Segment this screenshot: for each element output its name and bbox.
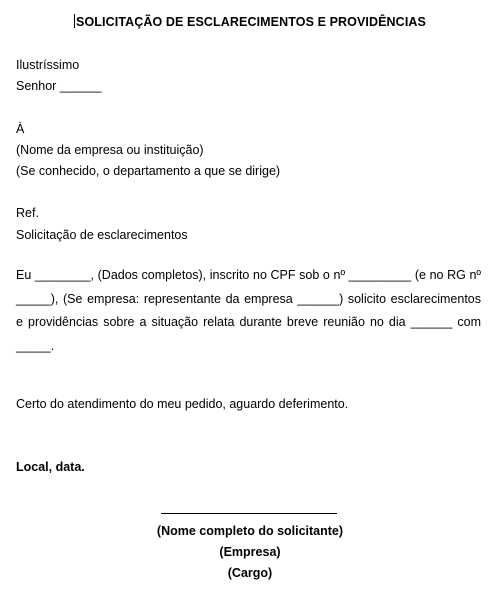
signatory-role: (Cargo) [227,566,273,580]
place-date: Local, data. [16,460,85,474]
text-cursor [74,14,75,28]
document-title [0,14,500,29]
closing-line: Certo do atendimento do meu pedido, aguardo deferimento. [16,397,349,411]
body-paragraph: Eu ________, (Dados completos), inscrito no CPF sob o nº _________ (e no RG nº _____), (Se empresa: representante da empresa ______) solicito esclarecimentos e providências sobre a situação relata durante breve reunião no dia ______ com _____. [16,268,481,353]
salutation-line-2: Senhor ______ [16,79,102,93]
recipient-company: (Nome da empresa ou instituição) [16,143,204,157]
signatory-company: (Empresa) [219,545,281,559]
reference-subject: Solicitação de esclarecimentos [16,228,188,242]
recipient-department: (Se conhecido, o departamento a que se dirige) [16,164,281,178]
salutation-line-1: Ilustríssimo [16,58,80,72]
document-title-text: SOLICITAÇÃO DE ESCLARECIMENTOS E PROVIDÊNCIAS [76,15,426,29]
reference-label: Ref. [16,206,39,220]
signature-line [161,513,337,514]
recipient-line-1: À [16,122,25,136]
signatory-name: (Nome completo do solicitante) [156,524,344,538]
